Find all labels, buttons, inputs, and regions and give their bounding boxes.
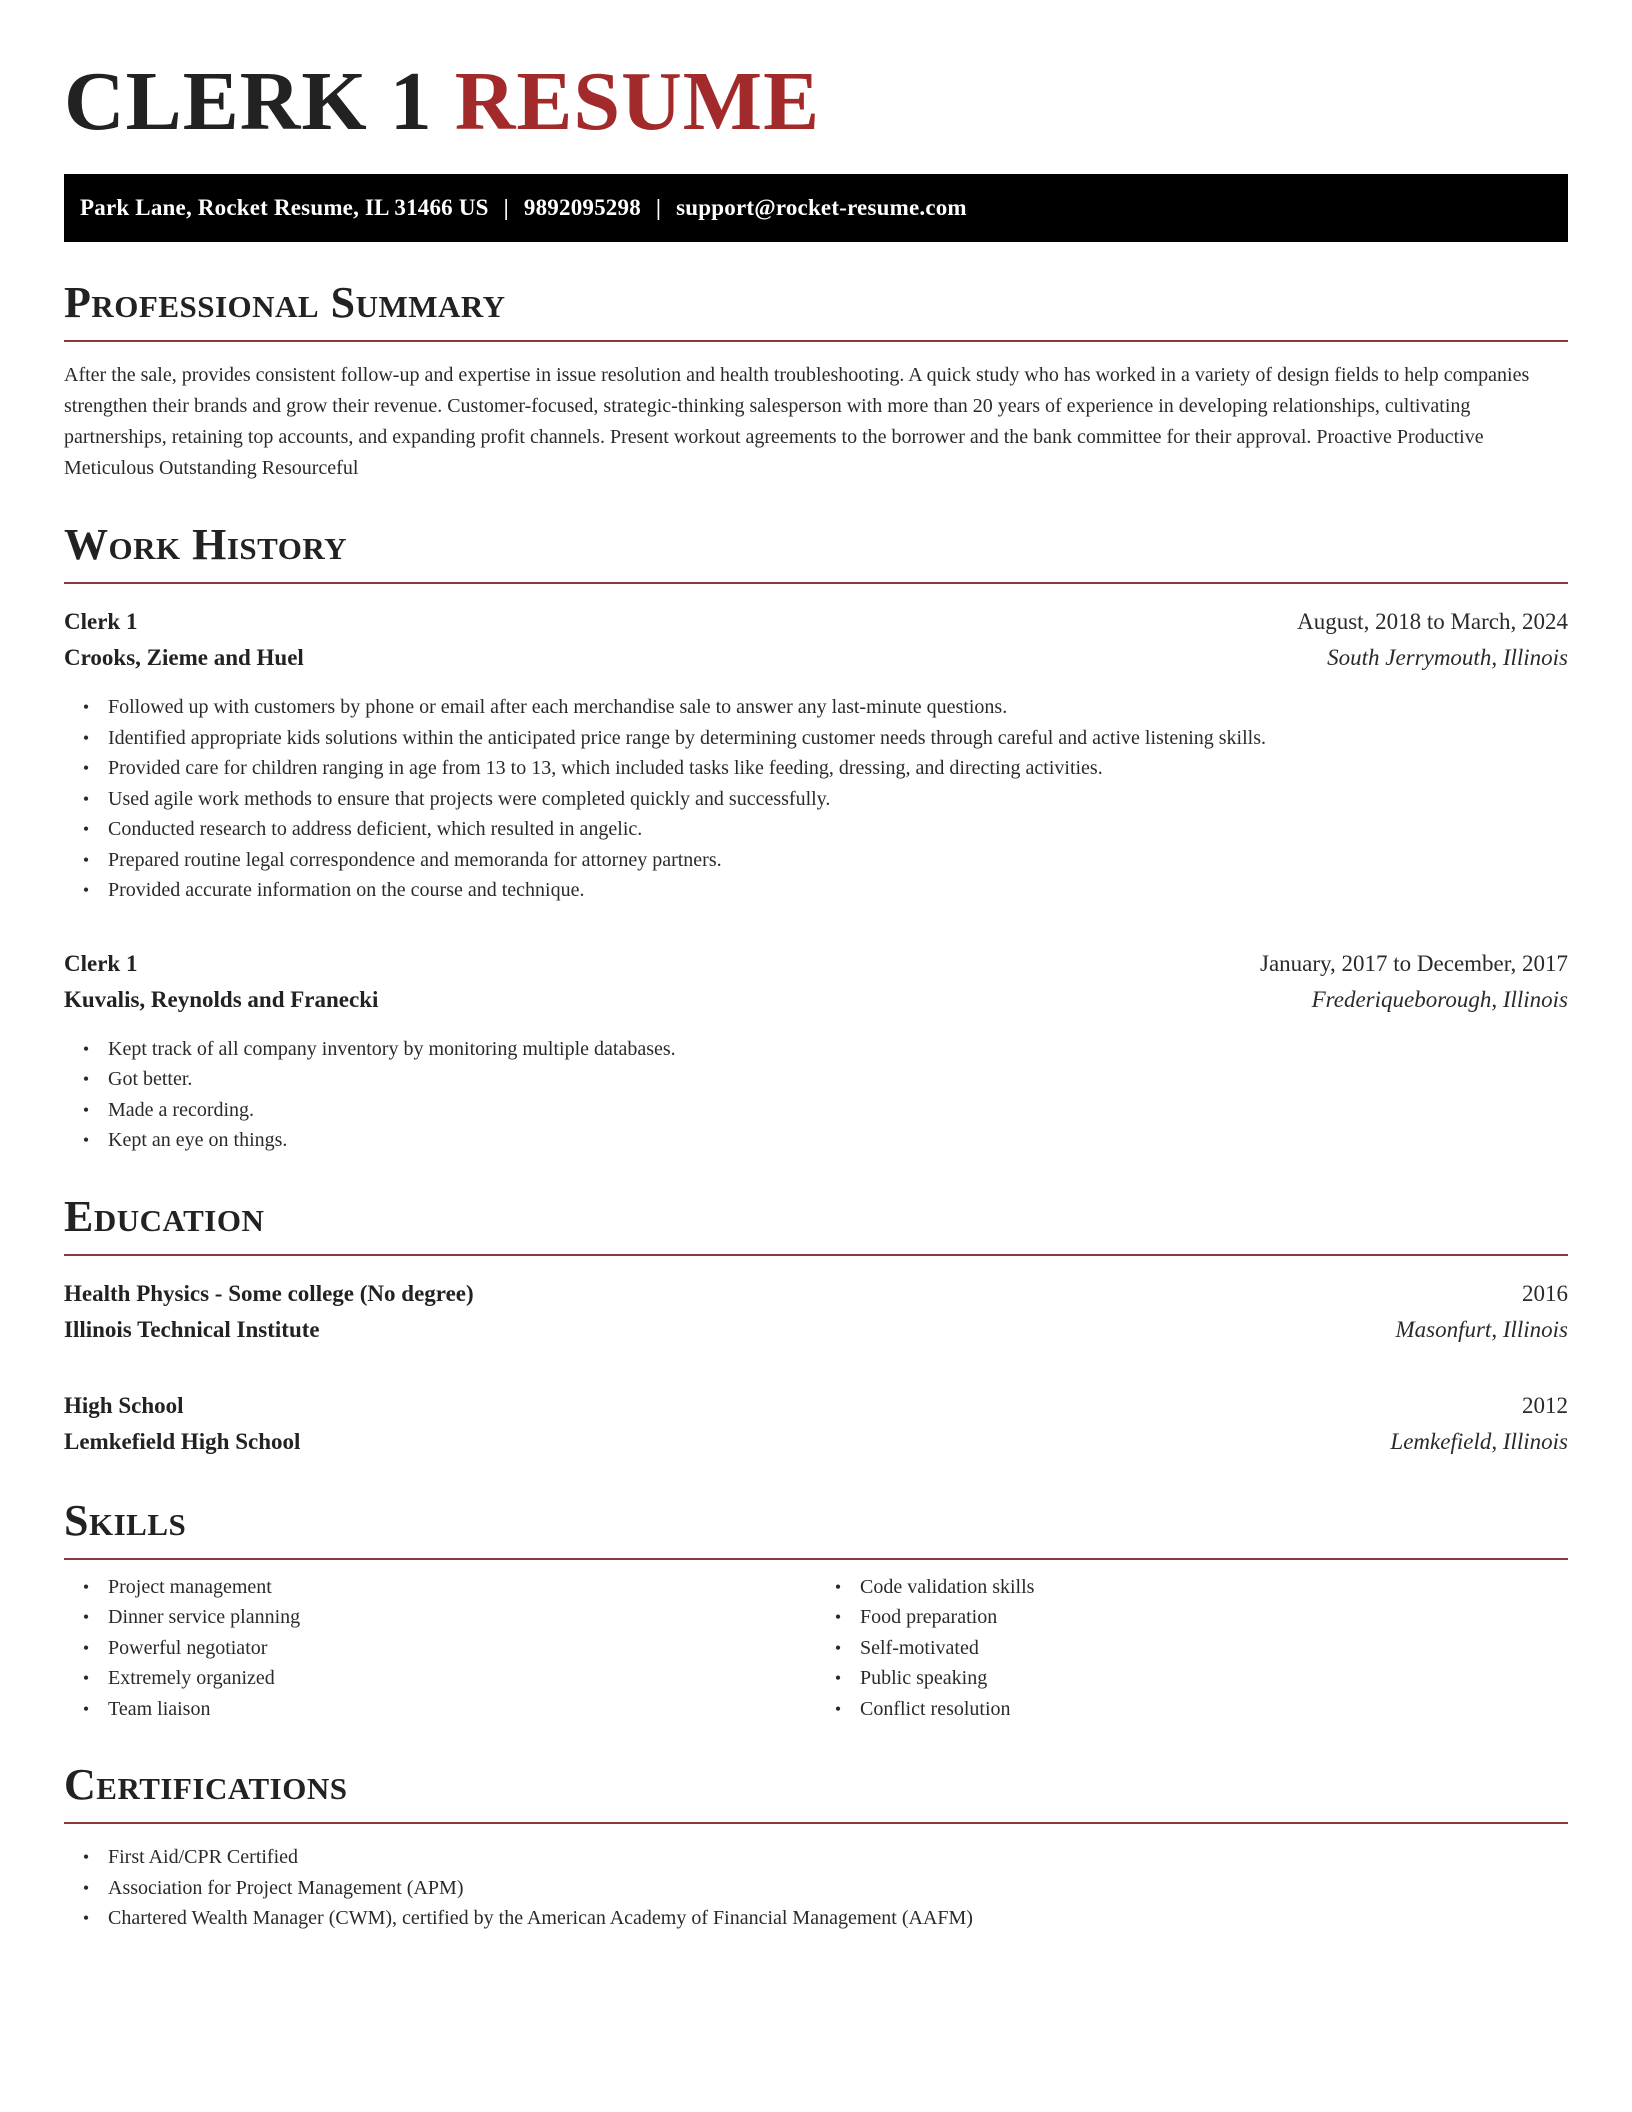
education-degree: Health Physics - Some college (No degree) bbox=[64, 1280, 474, 1306]
section-divider bbox=[64, 1254, 1568, 1256]
bullet-icon: • bbox=[82, 1847, 90, 1867]
contact-address: Park Lane, Rocket Resume, IL 31466 US bbox=[80, 195, 489, 220]
contact-phone: 9892095298 bbox=[523, 195, 641, 220]
list-item-text: Self-motivated bbox=[860, 1636, 979, 1659]
resume-title bbox=[64, 0, 1568, 148]
summary-section bbox=[64, 278, 1568, 484]
bullet-icon: • bbox=[82, 727, 90, 748]
job-dates: August, 2018 to March, 2024 bbox=[1297, 609, 1568, 634]
list-item-text: Extremely organized bbox=[108, 1667, 275, 1689]
list-item-text: Conflict resolution bbox=[860, 1697, 1011, 1720]
job-list bbox=[64, 604, 1568, 1156]
contact-separator: | bbox=[655, 195, 662, 220]
bullet-icon: • bbox=[82, 1038, 90, 1059]
section-divider bbox=[64, 582, 1568, 584]
entry-row bbox=[64, 604, 1568, 640]
bullet-icon: • bbox=[82, 788, 90, 809]
certifications-list bbox=[64, 1842, 1568, 1934]
title-main: CLERK 1 bbox=[64, 55, 433, 148]
bullet-icon: • bbox=[82, 1668, 90, 1688]
list-item-text: Code validation skills bbox=[860, 1575, 1035, 1598]
work-history-section bbox=[64, 520, 1568, 1156]
education-location: Masonfurt, Illinois bbox=[1395, 1316, 1568, 1342]
bullet-icon: • bbox=[834, 1607, 842, 1627]
list-item bbox=[80, 784, 1568, 815]
list-item-text: Chartered Wealth Manager (CWM), certified by the American Academy of Financial Management (AAFM) bbox=[108, 1907, 973, 1929]
entry-row bbox=[64, 640, 1568, 676]
bullet-icon: • bbox=[82, 1576, 90, 1597]
section-divider bbox=[64, 1558, 1568, 1560]
list-item bbox=[80, 845, 1568, 876]
education-entry bbox=[64, 1388, 1568, 1460]
list-item bbox=[80, 1633, 816, 1664]
bullet-icon: • bbox=[834, 1576, 842, 1597]
bullet-icon: • bbox=[82, 1099, 90, 1120]
education-degree: High School bbox=[64, 1392, 184, 1418]
bullet-icon: • bbox=[82, 697, 90, 717]
list-item bbox=[80, 1694, 816, 1725]
bullet-icon: • bbox=[82, 758, 90, 778]
list-item-text: Identified appropriate kids solutions within the anticipated price range by determining customer needs through careful and active listening skills. bbox=[108, 726, 1267, 749]
bullet-icon: • bbox=[834, 1668, 842, 1688]
list-item bbox=[832, 1572, 1568, 1603]
bullet-icon: • bbox=[82, 1130, 90, 1150]
job-entry bbox=[64, 604, 1568, 906]
summary-text: After the sale, provides consistent follow-up and expertise in issue resolution and health troubleshooting. A quick study who has worked in a variety of design fields to help companies strengthen their brands and grow their revenue. Customer-focused, strategic-thinking salesperson with more than 20 years of experience in developing relationships, cultivating partnerships, retaining top accounts, and expanding profit channels. Present workout agreements to the borrower and the bank committee for their approval. Proactive Productive Meticulous Outstanding Resourceful bbox=[64, 364, 1530, 479]
bullet-icon: • bbox=[834, 1637, 842, 1658]
list-item bbox=[80, 814, 1568, 845]
job-company: Crooks, Zieme and Huel bbox=[64, 645, 304, 670]
education-list bbox=[64, 1276, 1568, 1460]
list-item bbox=[80, 692, 1568, 723]
list-item-text: Public speaking bbox=[860, 1667, 988, 1689]
section-heading: Skills bbox=[64, 1495, 187, 1545]
bullet-icon: • bbox=[82, 819, 90, 839]
contact-separator: | bbox=[503, 195, 509, 220]
entry-row bbox=[64, 946, 1568, 982]
list-item-text: Dinner service planning bbox=[108, 1606, 301, 1628]
list-item bbox=[80, 1663, 816, 1694]
education-school: Lemkefield High School bbox=[64, 1428, 301, 1454]
list-item-text: Got better. bbox=[108, 1068, 193, 1090]
section-divider bbox=[64, 1822, 1568, 1824]
list-item bbox=[832, 1663, 1568, 1694]
entry-row bbox=[64, 1276, 1568, 1312]
bullet-icon: • bbox=[82, 1607, 90, 1627]
list-item bbox=[80, 1602, 816, 1633]
skills-grid bbox=[64, 1572, 1568, 1725]
list-item-text: Provided care for children ranging in age from 13 to 13, which included tasks like feeding, dressing, and directing activities. bbox=[108, 757, 1103, 779]
section-divider bbox=[64, 340, 1568, 342]
skills-section bbox=[64, 1496, 1568, 1725]
education-location: Lemkefield, Illinois bbox=[1390, 1428, 1568, 1454]
title-accent: RESUME bbox=[454, 55, 821, 148]
list-item bbox=[80, 1034, 1568, 1065]
list-item-text: Used agile work methods to ensure that projects were completed quickly and successfully. bbox=[108, 787, 831, 810]
bullet-icon: • bbox=[834, 1698, 842, 1719]
bullet-icon: • bbox=[82, 1908, 90, 1928]
list-item-text: Kept track of all company inventory by monitoring multiple databases. bbox=[108, 1037, 676, 1060]
list-item bbox=[80, 723, 1568, 754]
job-dates: January, 2017 to December, 2017 bbox=[1260, 950, 1568, 976]
list-item-text: Powerful negotiator bbox=[108, 1636, 268, 1659]
list-item-text: Food preparation bbox=[860, 1606, 998, 1628]
list-item bbox=[80, 1873, 1568, 1904]
list-item bbox=[832, 1694, 1568, 1725]
skills-column-right bbox=[816, 1572, 1568, 1725]
bullet-icon: • bbox=[82, 1637, 90, 1658]
education-section bbox=[64, 1192, 1568, 1460]
job-location: South Jerrymouth, Illinois bbox=[1327, 645, 1568, 670]
list-item-text: Made a recording. bbox=[108, 1098, 255, 1121]
entry-row bbox=[64, 982, 1568, 1018]
list-item-text: Conducted research to address deficient, which resulted in angelic. bbox=[108, 818, 643, 840]
list-item bbox=[832, 1602, 1568, 1633]
list-item bbox=[80, 1903, 1568, 1934]
section-heading: Work History bbox=[64, 520, 348, 569]
list-item-text: Prepared routine legal correspondence and memoranda for attorney partners. bbox=[108, 848, 722, 871]
job-company: Kuvalis, Reynolds and Franecki bbox=[64, 986, 379, 1012]
bullet-icon: • bbox=[82, 1698, 90, 1719]
list-item-text: Project management bbox=[108, 1575, 272, 1598]
list-item-text: Association for Project Management (APM) bbox=[108, 1876, 464, 1899]
education-year: 2016 bbox=[1522, 1280, 1568, 1306]
contact-bar bbox=[64, 174, 1568, 242]
list-item-text: Kept an eye on things. bbox=[108, 1129, 288, 1151]
job-title: Clerk 1 bbox=[64, 609, 138, 634]
list-item bbox=[80, 1125, 1568, 1156]
job-entry bbox=[64, 946, 1568, 1156]
list-item-text: First Aid/CPR Certified bbox=[108, 1846, 299, 1868]
education-entry bbox=[64, 1276, 1568, 1348]
list-item-text: Provided accurate information on the course and technique. bbox=[108, 879, 585, 901]
bullet-icon: • bbox=[82, 880, 90, 900]
list-item bbox=[80, 875, 1568, 906]
certifications-section bbox=[64, 1760, 1568, 1934]
list-item bbox=[80, 1095, 1568, 1126]
education-school: Illinois Technical Institute bbox=[64, 1316, 320, 1342]
entry-row bbox=[64, 1312, 1568, 1348]
contact-email: support@rocket-resume.com bbox=[676, 195, 967, 220]
job-bullets bbox=[64, 692, 1568, 906]
bullet-icon: • bbox=[82, 1069, 90, 1089]
list-item-text: Followed up with customers by phone or email after each merchandise sale to answer any last-minute questions. bbox=[108, 696, 1008, 718]
bullet-icon: • bbox=[82, 1877, 90, 1898]
bullet-icon: • bbox=[82, 849, 90, 870]
education-year: 2012 bbox=[1522, 1392, 1568, 1418]
job-title: Clerk 1 bbox=[64, 950, 138, 976]
list-item bbox=[80, 1064, 1568, 1095]
list-item bbox=[832, 1633, 1568, 1664]
skills-column-left bbox=[64, 1572, 816, 1725]
section-heading: Professional Summary bbox=[64, 278, 506, 327]
section-heading: Education bbox=[64, 1191, 265, 1241]
entry-row bbox=[64, 1424, 1568, 1460]
list-item bbox=[80, 1572, 816, 1603]
list-item bbox=[80, 1842, 1568, 1873]
entry-row bbox=[64, 1388, 1568, 1424]
section-heading: Certifications bbox=[64, 1760, 348, 1809]
list-item-text: Team liaison bbox=[108, 1697, 211, 1720]
list-item bbox=[80, 753, 1568, 784]
job-location: Frederiqueborough, Illinois bbox=[1311, 986, 1568, 1012]
job-bullets bbox=[64, 1034, 1568, 1156]
